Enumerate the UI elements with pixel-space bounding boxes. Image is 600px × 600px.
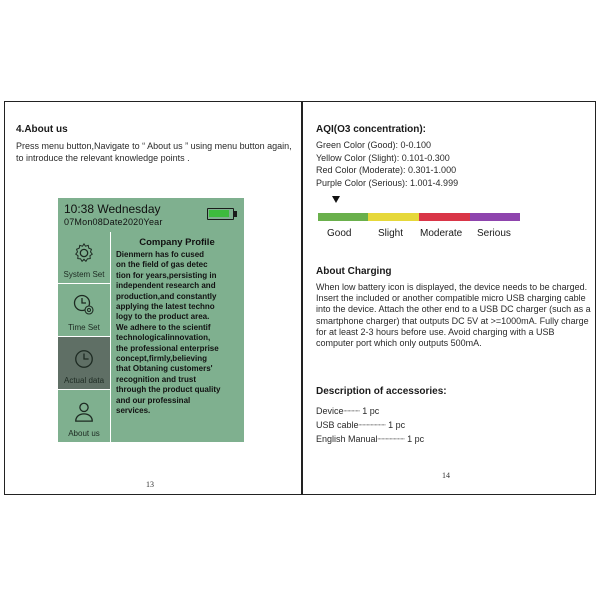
- scale-label-moderate: Moderate: [420, 228, 463, 239]
- page-number: 13: [146, 480, 154, 489]
- menu-label: About us: [68, 429, 100, 438]
- aqi-level-good: Green Color (Good): 0-0.100: [316, 140, 432, 150]
- scale-segment-moderate: [419, 213, 470, 221]
- aqi-title: AQI(O3 concentration):: [316, 124, 427, 135]
- scale-segment-serious: [470, 213, 520, 221]
- scale-segment-slight: [368, 213, 419, 221]
- scale-label-slight: Slight: [378, 228, 404, 239]
- scale-label-good: Good: [327, 228, 352, 239]
- clock-gear-icon: [72, 293, 96, 317]
- gear-icon: [73, 242, 95, 264]
- battery-tip: [234, 211, 237, 217]
- aqi-level-moderate: Red Color (Moderate): 0.301-1.000: [316, 165, 457, 175]
- accessory-usb-cable: USB cable┈┈┈┈┈ 1 pc: [316, 420, 406, 430]
- aqi-pointer-icon: [332, 196, 340, 203]
- menu-label: Actual data: [63, 376, 105, 385]
- menu-item-actual-data[interactable]: [58, 337, 111, 390]
- scale-label-serious: Serious: [477, 228, 511, 239]
- company-profile-title: Company Profile: [139, 237, 215, 248]
- device-time: 10:38 Wednesday: [64, 202, 161, 216]
- charging-title: About Charging: [316, 266, 392, 277]
- accessory-device: Device┈┈┈ 1 pc: [316, 406, 380, 416]
- accessories-title: Description of accessories:: [316, 386, 447, 397]
- menu-label: System Set: [63, 270, 105, 279]
- menu-item-time-set[interactable]: [58, 284, 111, 337]
- menu-item-system-set[interactable]: [58, 232, 111, 284]
- aqi-levels-list: [316, 139, 458, 189]
- aqi-level-slight: Yellow Color (Slight): 0.101-0.300: [316, 152, 450, 163]
- about-us-intro: Press menu button,Navigate to “ About us ” using menu button again, to introduce the relevant knowledge points .: [16, 141, 292, 163]
- device-date: 07Mon08Date2020Year: [64, 217, 163, 227]
- accessory-manual: English Manual┈┈┈┈┈ 1 pc: [316, 434, 425, 444]
- page-number: 14: [442, 471, 450, 480]
- aqi-level-serious: Purple Color (Serious): 1.001-4.999: [316, 177, 459, 188]
- company-profile-text: Dienmern has fo cused on the field of gas detec tion for years,persisting in independent research and production,and constantly applying the latest techno logy to the product area. We adhere to the scientif technologicalinnovation, the professional enterprise concept,firmly,believing that Obtaning customers' recognition and trust through the product quality and our professinal services.: [116, 250, 221, 416]
- charging-text: When low battery icon is displayed, the device needs to be charged. Insert the included or another compatible micro USB charging cable into the device. Attach the other end to a USB DC charger (such as a smartphone charger) that outputs DC 5V at >=1000mA. Fully charge for at least 2-3 hours before use. Avoid charging with a USB computer port which only outputs 500mA.: [316, 282, 591, 349]
- menu-item-about-us[interactable]: [58, 390, 111, 442]
- menu-label: Time Set: [68, 323, 100, 332]
- person-icon: [73, 401, 95, 423]
- battery-level: [209, 210, 229, 217]
- accessories-list: [316, 404, 424, 446]
- battery-icon: [207, 208, 234, 220]
- clock-icon: [73, 348, 95, 370]
- section-title-about-us: 4.About us: [16, 124, 68, 135]
- scale-segment-good: [318, 213, 368, 221]
- page-divider: [301, 101, 303, 495]
